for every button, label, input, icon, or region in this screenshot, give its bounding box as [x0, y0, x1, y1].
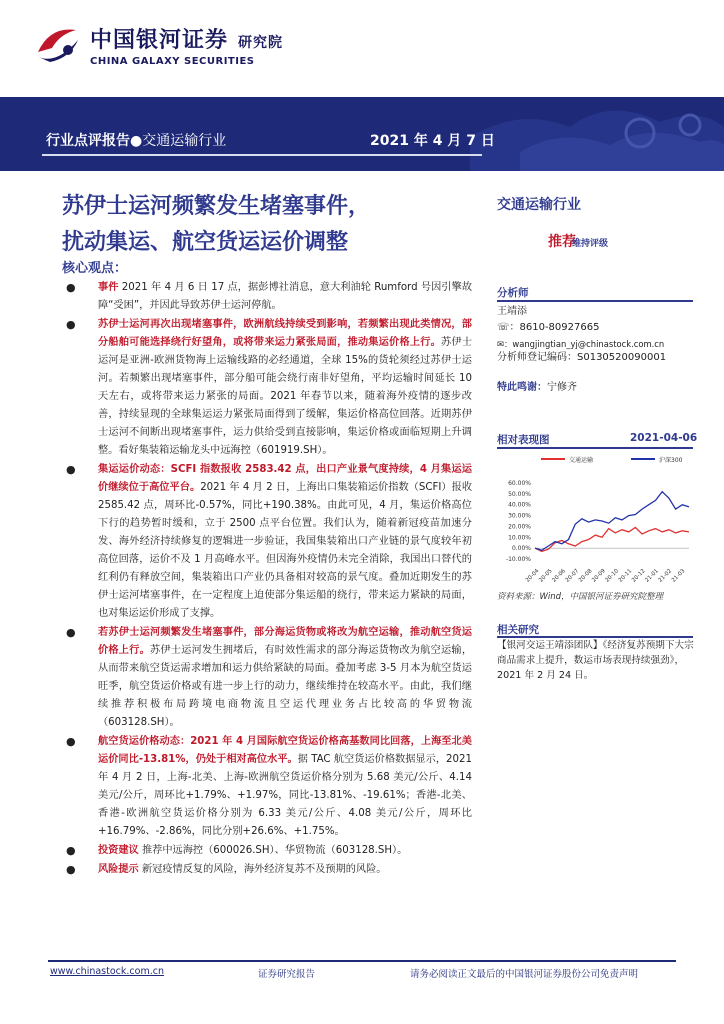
- bullet-text: 苏伊士运河发生拥堵后，有时效性需求的部分海运货物改为航空运输，从而带来航空货运需求增加和运力供给紧缺的局面。叠加考虑 3-5 月本为航空货运旺季，航空货运价格或有进一步上行的动力，继续维持在较高水平。由此，我们继续推荐积极布局跨境电商物流且空运代理业务占比较高的华贸物流（603128.SH）。: [98, 645, 473, 728]
- x-tick-label: 20-04: [524, 568, 541, 584]
- separator-dot: ●: [130, 133, 143, 149]
- bullet-lead: 航空货运价格动态：2021 年 4 月国际航空货运价格高基数同比回落，上海至北美运价同比-13.81%，仍处于相对高位水平。: [98, 736, 472, 765]
- x-tick-label: 21-02: [657, 568, 674, 584]
- institute-label: 研究院: [238, 35, 284, 51]
- galaxy-logo-icon: [30, 22, 84, 68]
- x-tick-label: 20-09: [591, 568, 607, 584]
- analyst-rule: [497, 300, 693, 302]
- banner-divider: [42, 154, 482, 156]
- analyst-name: 王靖添: [497, 306, 527, 317]
- bullet-dot-icon: ●: [66, 863, 76, 876]
- x-tick-label: 20-11: [617, 568, 634, 584]
- company-logo: [30, 22, 283, 68]
- perf-date: 2021-04-06: [630, 432, 698, 444]
- x-tick-label: 20-10: [604, 568, 621, 584]
- analyst-email: ✉：wangjingtian_yj@chinastock.com.cn: [497, 339, 665, 349]
- chart-source: 资料来源：Wind，中国银河证券研究院整理: [497, 592, 664, 602]
- report-date: 2021 年 4 月 7 日: [370, 133, 495, 149]
- x-tick-label: 21-03: [670, 568, 687, 584]
- thanks-label: 特此鸣谢：: [497, 382, 547, 393]
- bullet-lead: 集运运价动态：SCFI 指数报收 2583.42 点，出口产业景气度持续，4 月集运运价继续位于高位平台。: [98, 464, 472, 493]
- bullet-lead: 事件: [98, 282, 119, 293]
- footer-rule: [48, 960, 676, 962]
- bullet-container-rates: [62, 461, 472, 623]
- x-tick-label: 20-12: [631, 568, 647, 584]
- related-research: 【银河交运王靖添团队】《经济复苏预期下大宗商品需求上提升，数运市场表现持续强劲》，2021 年 2 月 24 日。: [497, 640, 694, 681]
- analyst-license: 分析师登记编码：S0130520090001: [497, 352, 667, 363]
- y-tick-label: 10.00%: [508, 534, 531, 542]
- y-tick-label: 60.00%: [508, 480, 531, 487]
- footer-disclaimer: 请务必阅读正文最后的中国银河证券股份公司免责声明: [410, 969, 639, 980]
- bullet-lead: 投资建议: [98, 845, 139, 856]
- bullet-text: 2021 年 4 月 2 日，上海出口集装箱运价指数（SCFI）报收 2585.42 点，周环比-0.57%，同比+190.38%。由此可见，4 月，集运价格高位下行的趋势暂时缓和，立于 2500 点平台位置。我们认为，随着新冠疫苗加速分发、海外经济持续修复的逻辑进一步验证，我国集装箱出口产业链的景气度较年初高位回落，运价不及 1 月高峰水平。但因海外疫情仍未完全消除，我国出口替代的红利仍有释放空间，集装箱出口产业仍具备相对较高的景气度。叠加近期发生的苏伊士运河堵塞事件，在一定程度上迫使部分集运船的绕行，带来运力紧缺的局面，也对集运运价形成了支撑。: [98, 482, 473, 619]
- thanks-line: [497, 380, 577, 396]
- rating-sub: 维持评级: [572, 239, 609, 249]
- y-tick-label: 30.00%: [508, 512, 531, 520]
- thanks-name: 宁修齐: [547, 382, 577, 393]
- report-type-line: [46, 130, 226, 150]
- y-tick-label: 50.00%: [508, 490, 531, 498]
- y-tick-label: 40.00%: [508, 501, 531, 509]
- legend-label: 沪深300: [659, 457, 683, 464]
- title-line-2: 扰动集运、航空货运运价调整: [62, 229, 349, 255]
- analyst-phone: ☏：8610-80927665: [497, 322, 600, 333]
- x-tick-label: 20-07: [564, 568, 581, 584]
- related-heading: 相关研究: [497, 624, 539, 636]
- bullet-dot-icon: ●: [66, 626, 76, 639]
- bullet-air-shift: [62, 624, 472, 732]
- rating-label: 推荐: [548, 234, 576, 250]
- bullet-event: [62, 279, 472, 315]
- perf-heading: 相对表现图: [497, 434, 550, 446]
- bullet-text: 推荐中远海控（600026.SH）、华贸物流（603128.SH）。: [138, 845, 408, 856]
- title-line-1: 苏伊士运河频繁发生堵塞事件，: [62, 193, 371, 219]
- footer-url[interactable]: www.chinastock.com.cn: [50, 966, 164, 977]
- bullet-dot-icon: ●: [66, 281, 76, 294]
- bullet-lead: 苏伊士运河再次出现堵塞事件，欧洲航线持续受到影响，若频繁出现此类情况，部分船舶可能选择绕行好望角，或将带来运力紧张局面，推动集运价格上行。: [98, 319, 472, 348]
- bullet-investment: [62, 842, 472, 860]
- footer-center: 证券研究报告: [258, 969, 316, 980]
- core-view-label: 核心观点：: [62, 261, 128, 276]
- x-tick-label: 21-01: [644, 568, 660, 584]
- y-tick-label: 20.00%: [508, 523, 531, 531]
- x-tick-label: 20-05: [538, 568, 554, 584]
- sector-label: 交通运输行业: [142, 133, 227, 149]
- main-content: [62, 279, 472, 880]
- y-tick-label: -10.00%: [505, 556, 531, 563]
- bullet-dot-icon: ●: [66, 844, 76, 857]
- y-tick-label: 0.00%: [511, 545, 531, 553]
- bullet-text: 2021 年 4 月 6 日 17 点，据彭博社消息，意大利油轮 Rumford 号因引擎故障“受困”，并因此导致苏伊士运河停航。: [98, 282, 473, 311]
- company-name-en: CHINA GALAXY SECURITIES: [90, 56, 255, 67]
- bullet-risk: [62, 861, 472, 879]
- company-name-cn: 中国银河证券: [90, 28, 229, 53]
- bullet-dot-icon: ●: [66, 318, 76, 331]
- bullet-text: 新冠疫情反复的风险，海外经济复苏不及预期的风险。: [138, 864, 387, 875]
- bullet-lead: 若苏伊士运河频繁发生堵塞事件，部分海运货物或将改为航空运输，推动航空货运价格上行。: [98, 627, 472, 656]
- x-tick-label: 20-06: [551, 568, 567, 584]
- report-type: 行业点评报告: [46, 133, 130, 149]
- analyst-heading: 分析师: [497, 287, 529, 299]
- legend-label: 交通运输: [569, 457, 594, 464]
- report-title: [62, 188, 370, 260]
- bullet-lead: 风险提示: [98, 864, 139, 875]
- bullet-text: 据 TAC 航空货运价格数据显示，2021 年 4 月 2 日，上海-北美、上海-欧洲航空货运价格分别为 5.68 美元/公斤、4.14 美元/公斤，周环比+1.79%、+1.97%，同比-13.81%、-19.61%；香港-北美、香港-欧洲航空货运价格分别为 6.33 美元/公斤、4.08 美元/公斤，周环比+16.79%、-2.86%，同比分别+26.6%、+1.75%。: [98, 754, 472, 837]
- bullet-air-rates: [62, 733, 472, 841]
- sidebar-industry: 交通运输行业: [497, 197, 581, 213]
- bullet-dot-icon: ●: [66, 735, 76, 748]
- relative-performance-chart: [497, 447, 697, 587]
- bullet-suez: [62, 316, 472, 460]
- bullet-text: 苏伊士运河是亚洲-欧洲货物海上运输线路的必经通道，全球 15%的货轮须经过苏伊士运河。若频繁出现堵塞事件，部分船可能会绕行南非好望角，平均运输时间延长 10 天左右，或将带来运力紧张的局面。2021 年春节以来，随着海外疫情的逐步改善，持续显现的全球集运运力紧张局面得到了缓解，集运价格高位回落。近期苏伊士运河不间断出现堵塞事件，运力供给受到直接影响，集运价格或面临短期上升调整。看好集装箱运输龙头中远海控（601919.SH）。: [98, 337, 473, 456]
- bullet-dot-icon: ●: [66, 463, 76, 476]
- x-tick-label: 20-08: [577, 568, 594, 584]
- series-line: [535, 528, 689, 552]
